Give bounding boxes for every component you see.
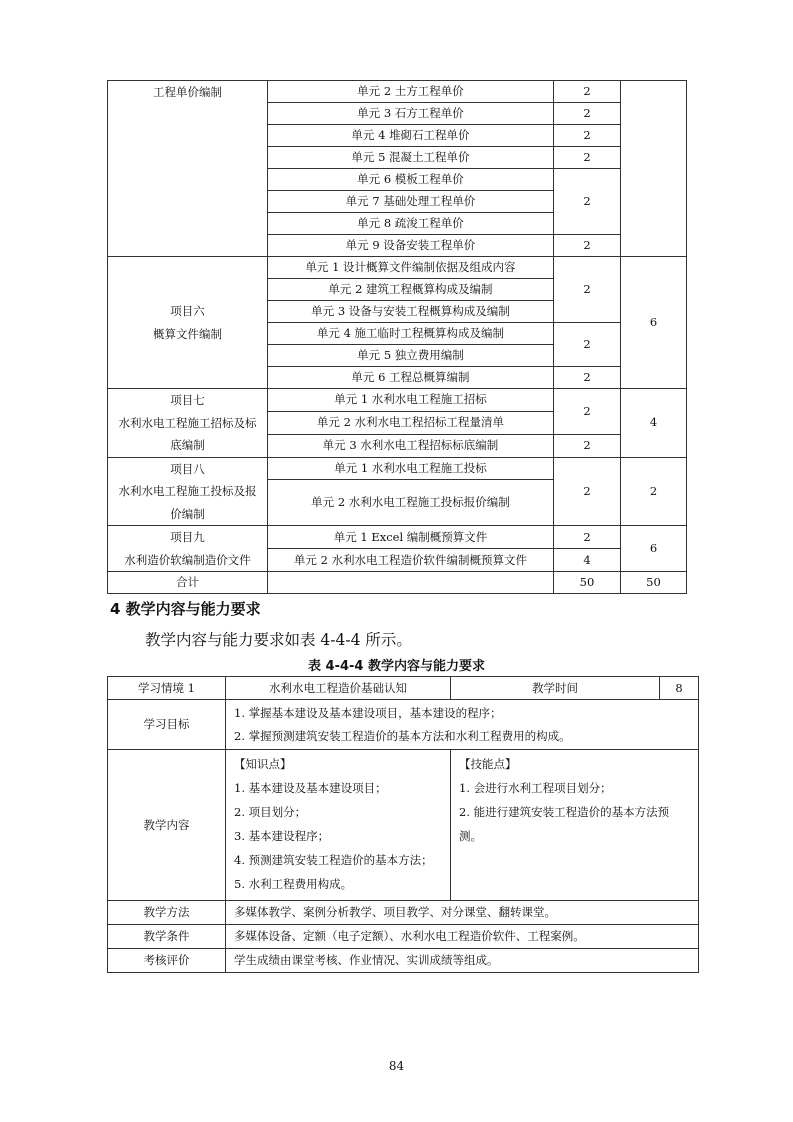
objectives-label: 学习目标 — [108, 700, 226, 750]
unit-cell: 单元 6 工程总概算编制 — [268, 367, 554, 389]
knowledge-item: 5. 水利工程费用构成。 — [234, 877, 353, 891]
unit-cell: 单元 6 模板工程单价 — [268, 169, 554, 191]
schedule-table — [107, 80, 687, 594]
hours-cell: 2 — [554, 235, 621, 257]
skill-item: 1. 会进行水利工程项目划分； — [459, 781, 612, 795]
method-label: 教学方法 — [108, 901, 226, 925]
hours-cell: 2 — [554, 434, 621, 457]
total-cell: 4 — [621, 389, 687, 458]
section-heading: 4 教学内容与能力要求 — [110, 600, 261, 618]
hours-cell: 2 — [554, 323, 621, 367]
objective-item: 2. 掌握预测建筑安装工程造价的基本方法和水利工程费用的构成。 — [234, 728, 571, 743]
unit-cell: 单元 2 水利水电工程施工投标报价编制 — [268, 480, 554, 526]
unit-cell: 单元 3 石方工程单价 — [268, 103, 554, 125]
unit-cell: 单元 2 水利水电工程造价软件编制概预算文件 — [268, 549, 554, 572]
knowledge-item: 3. 基本建设程序； — [234, 829, 330, 843]
page-number: 84 — [388, 1059, 405, 1073]
conditions-value: 多媒体设备、定额（电子定额）、水利水电工程造价软件、工程案例。 — [226, 925, 699, 949]
total-label: 合计 — [108, 572, 268, 594]
unit-cell — [268, 572, 554, 594]
unit-cell: 单元 1 Excel 编制概预算文件 — [268, 526, 554, 549]
hours-cell: 2 — [554, 257, 621, 323]
situation-label: 学习情境 1 — [108, 677, 226, 700]
unit-cell: 单元 2 水利水电工程招标工程量清单 — [268, 411, 554, 434]
total-cell: 2 — [621, 457, 687, 526]
assessment-value: 学生成绩由课堂考核、作业情况、实训成绩等组成。 — [226, 949, 699, 973]
hours-cell: 2 — [554, 125, 621, 147]
unit-cell: 单元 1 水利水电工程施工招标 — [268, 389, 554, 412]
knowledge-item: 4. 预测建筑安装工程造价的基本方法； — [234, 853, 433, 867]
objectives-list — [226, 700, 699, 750]
hours-cell: 2 — [554, 526, 621, 549]
hours-cell: 2 — [554, 147, 621, 169]
knowledge-item: 1. 基本建设及基本建设项目； — [234, 781, 387, 795]
assessment-label: 考核评价 — [108, 949, 226, 973]
skill-points — [451, 750, 699, 901]
content-label: 教学内容 — [108, 750, 226, 901]
hours-cell: 2 — [554, 457, 621, 526]
project-label: 项目九 水利造价软编制造价文件 — [108, 526, 268, 572]
total-cell: 6 — [621, 526, 687, 572]
skill-item: 测。 — [459, 829, 482, 843]
knowledge-item: 2. 项目划分； — [234, 805, 307, 819]
unit-cell: 单元 2 建筑工程概算构成及编制 — [268, 279, 554, 301]
project-label: 项目八 水利水电工程施工投标及报 价编制 — [108, 457, 268, 526]
objective-item: 1. 掌握基本建设及基本建设项目，基本建设的程序； — [234, 705, 502, 720]
hours-cell: 2 — [554, 81, 621, 103]
hours-total: 50 — [554, 572, 621, 594]
project-label: 项目七 水利水电工程施工招标及标 底编制 — [108, 389, 268, 458]
situation-value: 水利水电工程造价基础认知 — [226, 677, 451, 700]
knowledge-title: 【知识点】 — [234, 757, 292, 771]
unit-cell: 单元 3 设备与安装工程概算构成及编制 — [268, 301, 554, 323]
unit-cell: 单元 1 设计概算文件编制依据及组成内容 — [268, 257, 554, 279]
hours-cell: 2 — [554, 103, 621, 125]
knowledge-points — [226, 750, 451, 901]
unit-cell: 单元 8 疏浚工程单价 — [268, 213, 554, 235]
hours-cell: 2 — [554, 169, 621, 235]
hours-cell: 2 — [554, 367, 621, 389]
unit-cell: 单元 1 水利水电工程施工投标 — [268, 457, 554, 480]
unit-cell: 单元 4 施工临时工程概算构成及编制 — [268, 323, 554, 345]
time-value: 8 — [660, 677, 699, 700]
time-label: 教学时间 — [451, 677, 660, 700]
project-label: 项目六 概算文件编制 — [108, 257, 268, 389]
hours-cell: 2 — [554, 389, 621, 435]
total-cell: 6 — [621, 257, 687, 389]
unit-cell: 单元 4 堆砌石工程单价 — [268, 125, 554, 147]
skills-title: 【技能点】 — [459, 757, 517, 771]
conditions-label: 教学条件 — [108, 925, 226, 949]
content-table — [107, 676, 699, 973]
method-value: 多媒体教学、案例分析教学、项目教学、对分课堂、翻转课堂。 — [226, 901, 699, 925]
hours-cell: 4 — [554, 549, 621, 572]
unit-cell: 单元 2 土方工程单价 — [268, 81, 554, 103]
unit-cell: 单元 7 基础处理工程单价 — [268, 191, 554, 213]
unit-cell: 单元 5 独立费用编制 — [268, 345, 554, 367]
skill-item: 2. 能进行建筑安装工程造价的基本方法预 — [459, 805, 670, 819]
table-caption: 表 4-4-4 教学内容与能力要求 — [308, 659, 485, 674]
unit-cell: 单元 5 混凝土工程单价 — [268, 147, 554, 169]
grand-total: 50 — [621, 572, 687, 594]
group-label: 工程单价编制 — [108, 81, 268, 257]
section-intro: 教学内容与能力要求如表 4-4-4 所示。 — [145, 631, 412, 649]
unit-cell: 单元 9 设备安装工程单价 — [268, 235, 554, 257]
total-cell — [621, 81, 687, 257]
unit-cell: 单元 3 水利水电工程招标标底编制 — [268, 434, 554, 457]
